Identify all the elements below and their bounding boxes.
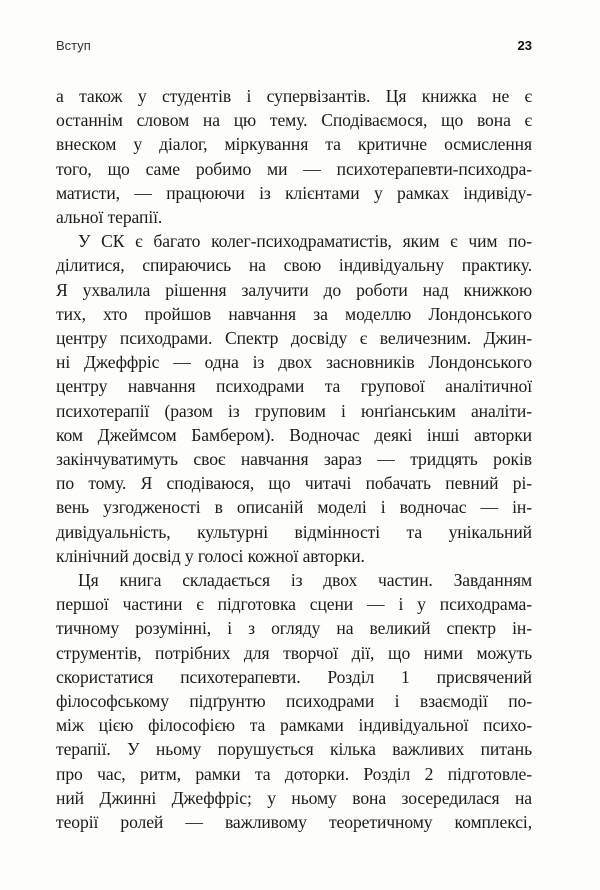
text-line: ділитися, спираючись на свою індивідуальну практику.	[56, 255, 532, 276]
text-line: про час, ритм, рамки та доторки. Розділ 2 підготовле-	[56, 763, 532, 784]
text-line: внеском у діалог, міркування та критичне осмислення	[56, 134, 532, 155]
paragraph-first-line: У СК є багато колег-психодраматистів, яким є чим по-	[78, 231, 532, 252]
text-line: закінчуватимуть своє навчання зараз — тридцять років	[56, 449, 532, 470]
text-line: дивідуальність, культурні відмінності та унікальний	[56, 521, 532, 542]
running-head	[56, 38, 532, 53]
text-line: філософському підґрунтю психодрами і взаємодії по-	[56, 691, 532, 712]
text-line: альної терапії.	[56, 207, 163, 228]
text-line: того, що саме робимо ми — психотерапевти-психодра-	[56, 158, 532, 179]
text-line: струментів, потрібних для творчої дії, що ними можуть	[56, 642, 532, 663]
text-line: терапії. У ньому порушується кілька важливих питань	[56, 739, 532, 760]
text-line: вень узгодженості в описаній моделі і водночас — ін-	[56, 497, 532, 518]
text-line: а також у студентів і супервізантів. Ця книжка не є	[56, 86, 532, 106]
text-line: тичному розумінні, і з огляду на великий спектр ін-	[56, 618, 532, 639]
text-line: останнім словом на цю тему. Сподіваємося, що вона є	[56, 110, 532, 131]
text-line: Я ухвалила рішення залучити до роботи над книжкою	[56, 279, 532, 300]
text-line: теорії ролей — важливому теоретичному комплексі,	[56, 812, 532, 833]
text-line: по тому. Я сподіваюся, що читачі побачать певний рі-	[56, 473, 532, 494]
text-line: центру психодрами. Спектр досвіду є величезним. Джин-	[56, 328, 532, 349]
text-line: центру навчання психодрами та групової аналітичної	[56, 376, 532, 397]
text-line: матисти, — працюючи із клієнтами у рамках індивіду-	[56, 182, 532, 203]
text-line: скористатися психотерапевти. Розділ 1 присвячений	[56, 666, 532, 687]
text-line: ний Джинні Джеффріс; у ньому вона зосередилася на	[56, 787, 532, 808]
body-text	[56, 84, 532, 834]
text-line: клінічний досвід у голосі кожної авторки.	[56, 545, 365, 566]
text-line: ні Джеффріс — одна із двох засновників Лондонського	[56, 352, 532, 373]
text-line: психотерапії (разом із груповим і юнґіанським аналіти-	[56, 400, 532, 421]
text-line: тих, хто пройшов навчання за моделлю Лондонського	[56, 303, 532, 324]
paragraph-first-line: Ця книга складається із двох частин. Завданням	[78, 570, 532, 591]
section-title: Вступ	[56, 38, 91, 53]
text-line: ком Джеймсом Бамбером). Водночас деякі інші авторки	[56, 424, 532, 445]
page-number: 23	[517, 38, 532, 53]
text-line: першої частини є підготовка сцени — і у психодрама-	[56, 594, 532, 615]
text-line: між цією філософією та рамками індивідуальної психо-	[56, 715, 532, 736]
